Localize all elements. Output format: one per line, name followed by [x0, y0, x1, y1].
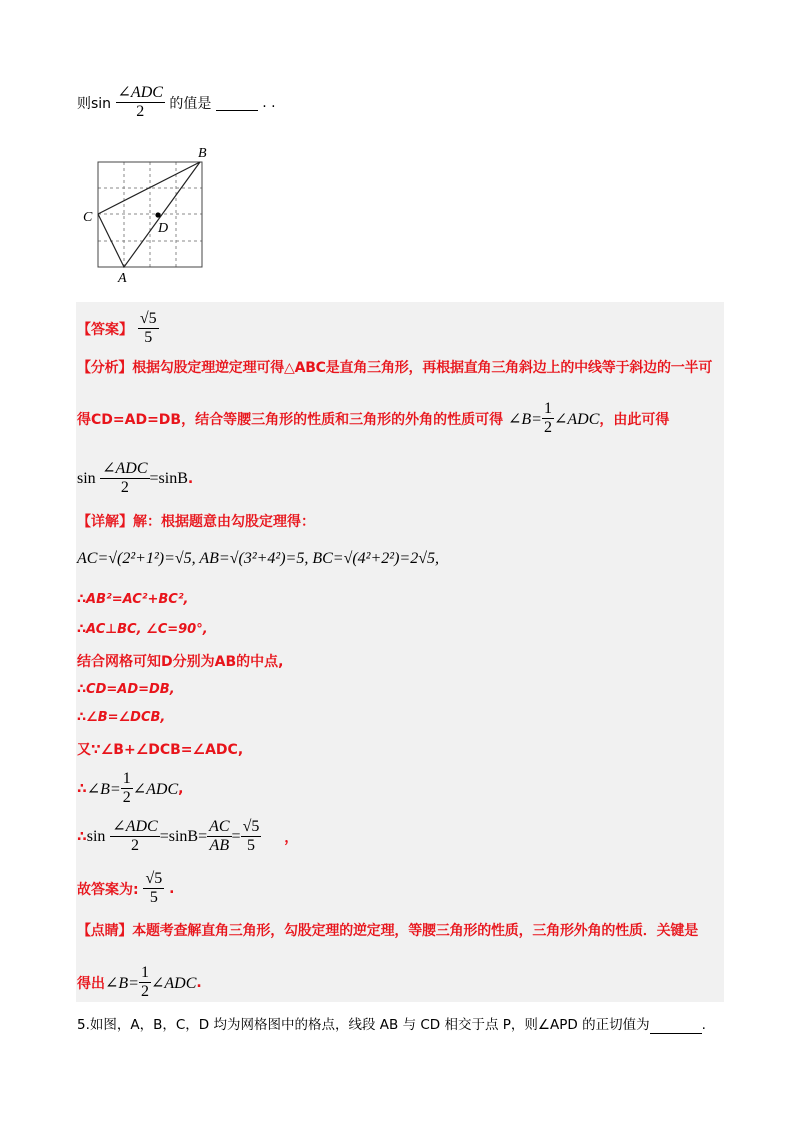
question-5-line: [77, 1013, 706, 1034]
analysis-half: [542, 400, 554, 438]
detail-l7-half-num: 1: [121, 770, 133, 789]
comment-text-2-pre: 得出: [77, 975, 105, 992]
final-answer-den: 5: [149, 889, 158, 907]
detail-l8-den-1: 2: [131, 837, 139, 855]
q4-frac-den: 2: [136, 103, 145, 121]
final-answer-pre: 故答案为:: [77, 881, 139, 898]
detail-l8-frac-2: [207, 818, 231, 856]
comment-line-1: [77, 920, 698, 940]
q5-tail: .: [701, 1017, 706, 1033]
analysis-line-3: [77, 460, 193, 498]
comment-text-1: 本题考查解直角三角形，勾股定理的逆定理，等腰三角形的性质，三角形外角的性质．关键是: [132, 923, 699, 939]
detail-intro-text: 解：根据题意由勾股定理得：: [133, 514, 315, 530]
analysis-sin-fraction: [100, 460, 149, 498]
detail-l7-angle-adc: ∠ADC: [132, 780, 179, 798]
final-answer-num: √5: [143, 870, 164, 889]
analysis-text-2a: 得CD=AD=DB，结合等腰三角形的性质和三角形的外角的性质可得: [77, 411, 504, 428]
label-b: B: [198, 146, 207, 161]
q4-answer-blank: [216, 94, 258, 111]
point-d: [155, 212, 160, 217]
detail-l7-angle-b: ∠B=: [86, 780, 121, 798]
detail-l7-half: [121, 770, 133, 808]
detail-line-4: ∴CD=AD=DB,: [77, 682, 175, 697]
analysis-sin-den: 2: [120, 479, 129, 497]
analysis-angle-adc: ∠ADC: [553, 410, 600, 428]
analysis-text-1: 根据勾股定理逆定理可得△ABC是直角三角形，再根据直角三角斜边上的中线等于斜边的一半可: [132, 360, 713, 376]
answer-tag: 【答案】: [77, 321, 133, 338]
detail-line-5: ∴∠B=∠DCB,: [77, 710, 166, 725]
analysis-half-num: 1: [542, 400, 554, 419]
detail-l8-frac-1: [110, 818, 159, 856]
detail-l8-end: ，: [284, 829, 299, 846]
q4-fraction: [116, 84, 165, 122]
comment-half-num: 1: [139, 964, 151, 983]
q4-prefix: 则sin: [77, 95, 112, 112]
q5-text: 5.如图，A，B，C，D 均为网格图中的格点，线段 AB 与 CD 相交于点 P，则∠APD 的正切值为: [77, 1017, 650, 1033]
analysis-text-2-end: ，由此可得: [599, 411, 670, 428]
analysis-line-1: [77, 357, 712, 377]
q4-suffix: 的值是: [169, 95, 212, 112]
grid-lines: [98, 162, 202, 267]
detail-eq-1: AC=√(2²+1²)=√5, AB=√(3²+4²)=5, BC=√(4²+2²)=2√5,: [77, 550, 439, 567]
detail-line-1: ∴AB²=AC²+BC²,: [77, 592, 189, 607]
comment-tag: 【点睛】: [77, 923, 133, 939]
q4-frac-num: ∠ADC: [116, 84, 165, 103]
comment-line-2: [77, 964, 202, 1002]
label-d: D: [158, 221, 169, 236]
detail-intro: [77, 511, 315, 531]
detail-l8-num-2: AC: [207, 818, 231, 837]
final-answer-line: [77, 870, 174, 908]
q5-answer-blank: [650, 1017, 702, 1034]
answer-line: [77, 310, 159, 348]
detail-l8-pre: ∴: [77, 828, 87, 845]
final-answer-fraction: [143, 870, 164, 908]
detail-l8-num-1: ∠ADC: [110, 818, 159, 837]
detail-l8-den-2: AB: [209, 837, 230, 855]
analysis-line-3-end: .: [187, 470, 194, 487]
detail-line-6: 又∵∠B+∠DCB=∠ADC,: [77, 742, 244, 758]
detail-l8-eq: =: [231, 827, 241, 845]
detail-line-2: ∴AC⊥BC, ∠C=90°,: [77, 622, 208, 637]
answer-den: 5: [144, 329, 153, 347]
label-c: C: [83, 210, 93, 225]
analysis-tag: 【分析】: [77, 360, 133, 376]
detail-line-7: [77, 770, 183, 808]
answer-num: √5: [138, 310, 159, 329]
analysis-angle-b: ∠B=: [507, 410, 542, 428]
comment-half-den: 2: [140, 983, 149, 1001]
answer-fraction: [138, 310, 159, 348]
analysis-line-2: [77, 400, 669, 438]
q4-tail: . .: [262, 94, 276, 111]
detail-l8-mid: =sinB=: [159, 827, 208, 845]
question-4-line: [77, 84, 276, 122]
detail-l7-half-den: 2: [122, 789, 131, 807]
comment-angle-adc: ∠ADC: [150, 974, 197, 992]
analysis-half-den: 2: [543, 419, 552, 437]
label-a: A: [118, 271, 127, 285]
comment-angle-b: ∠B=: [105, 974, 139, 992]
analysis-sin: sin: [77, 469, 96, 487]
detail-l7-pre: ∴: [77, 780, 87, 797]
detail-l7-end: ,: [178, 780, 184, 797]
analysis-sin-rest: =sinB: [149, 469, 188, 487]
grid-triangle-figure: [80, 145, 220, 285]
detail-l8-num-3: √5: [241, 818, 262, 837]
detail-l8-den-3: 5: [246, 837, 255, 855]
detail-line-3: 结合网格可知D分别为AB的中点,: [77, 654, 284, 670]
final-answer-end: .: [169, 880, 175, 897]
detail-line-8: [77, 818, 298, 856]
analysis-sin-num: ∠ADC: [100, 460, 149, 479]
detail-l8-sin: sin: [86, 827, 106, 845]
detail-l8-frac-3: [241, 818, 262, 856]
comment-text-2-end: .: [196, 974, 202, 991]
grid-border: [98, 162, 202, 267]
detail-tag: 【详解】: [77, 514, 133, 530]
comment-half: [139, 964, 151, 1002]
